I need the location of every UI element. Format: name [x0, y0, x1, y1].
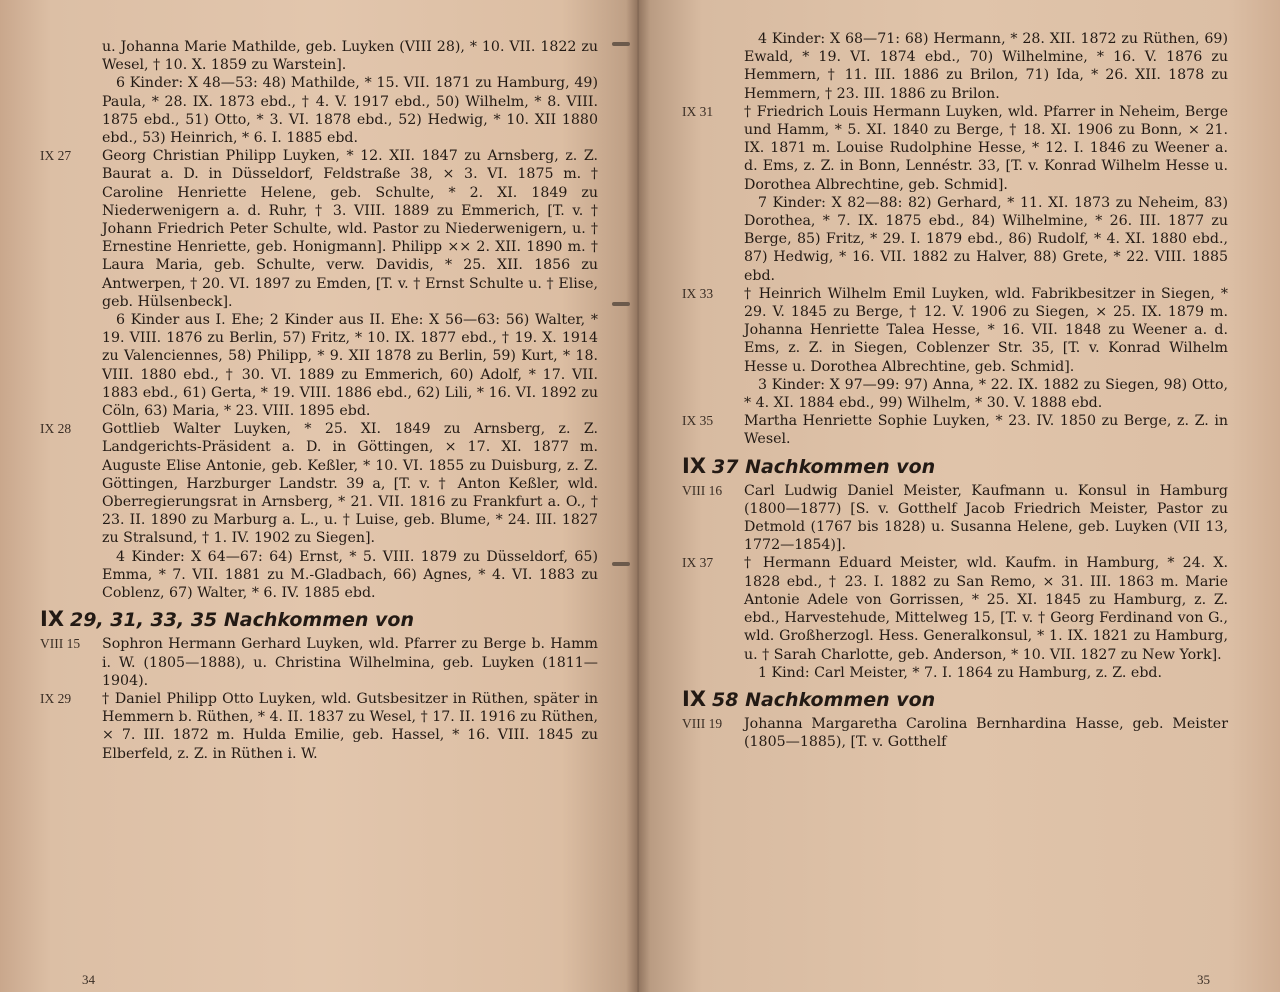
entry-text: 1 Kind: Carl Meister, * 7. I. 1864 zu Hamburg, z. Z. ebd. — [758, 664, 1162, 681]
left-entries-2 — [40, 635, 598, 762]
entry-number: IX 33 — [682, 285, 714, 301]
entry-text: 6 Kinder aus I. Ehe; 2 Kinder aus II. Ehe: X 56—63: 56) Walter, * 19. VIII. 1876 zu Berlin, 57) Fritz, * 10. IX. 1877 ebd., † 19. X. 1914 zu Valenciennes, 58) Philipp, * 9. XII 1878 zu Berlin, 59) Kurt, * 18. VIII. 1880 ebd., † 30. VI. 1889 zu Emmerich, 60) Adolf, * 17. VII. 1883 ebd., 61) Gerta, * 19. VIII. 1886 ebd., 62) Lili, * 16. VI. 1892 zu Cöln, 63) Maria, * 23. VIII. 1895 ebd. — [102, 312, 598, 420]
page-number-left: 34 — [82, 972, 95, 987]
entry-number: IX 28 — [40, 421, 72, 437]
heading-generation: IX — [682, 453, 707, 478]
entry-text: 7 Kinder: X 82—88: 82) Gerhard, * 11. XI. 1873 zu Neheim, 83) Dorothea, * 7. IX. 1875 ebd., 84) Wilhelmine, * 26. III. 1877 zu Berge, 85) Fritz, * 29. I. 1879 ebd., 86) Rudolf, * 4. XI. 1880 ebd., 87) Hedwig, * 16. VII. 1882 zu Halver, 88) Grete, * 22. VIII. 1885 ebd. — [744, 194, 1228, 284]
entry-number: IX 35 — [682, 413, 714, 429]
genealogy-entry — [40, 420, 598, 547]
right-entries — [682, 30, 1228, 449]
page-number-right: 35 — [1197, 972, 1210, 987]
genealogy-entry — [40, 147, 598, 311]
genealogy-entry — [682, 103, 1228, 194]
heading-text: 29, 31, 33, 35 Nachkommen von — [70, 609, 415, 632]
entry-number: IX 37 — [682, 555, 714, 571]
entry-text: u. Johanna Marie Mathilde, geb. Luyken (VIII 28), * 10. VII. 1822 zu Wesel, † 10. X. 1859 zu Warstein]. — [102, 39, 598, 74]
entry-text: 4 Kinder: X 68—71: 68) Hermann, * 28. XII. 1872 zu Rüthen, 69) Ewald, * 19. VI. 1874 ebd., 70) Wilhelmine, * 16. V. 1876 zu Hemmern, † 11. III. 1886 zu Brilon, 71) Ida, * 26. XII. 1878 zu Hemmern, † 23. III. 1886 zu Brilon. — [744, 31, 1228, 102]
entry-text: Martha Henriette Sophie Luyken, * 23. IV. 1850 zu Berge, z. Z. in Wesel. — [744, 413, 1228, 448]
entry-text: † Hermann Eduard Meister, wld. Kaufm. in Hamburg, * 24. X. 1828 ebd., † 23. I. 1882 zu San Remo, × 31. III. 1863 m. Marie Antonie Adele von Gorrissen, * 25. XI. 1845 zu Hamburg, z. Z. ebd., Harvestehude, Mittelweg 15, [T. v. † Georg Ferdinand von G., wld. Großherzogl. Hess. Generalkonsul, * 1. IX. 1821 zu Hamburg, u. † Sarah Charlotte, geb. Anderson, * 10. VII. 1827 zu New York]. — [744, 555, 1228, 663]
right-entries-2 — [682, 482, 1228, 682]
entry-number: IX 31 — [682, 103, 714, 119]
genealogy-entry — [682, 412, 1228, 448]
genealogy-entry — [682, 30, 1228, 103]
right-entries-3 — [682, 715, 1228, 751]
genealogy-entry — [40, 635, 598, 690]
heading-generation: IX — [682, 686, 707, 711]
entry-number: VIII 16 — [682, 482, 723, 498]
genealogy-entry — [682, 285, 1228, 376]
genealogy-entry — [40, 690, 598, 763]
left-entries — [40, 38, 598, 602]
genealogy-entry — [682, 664, 1228, 682]
entry-text: † Daniel Philipp Otto Luyken, wld. Gutsbesitzer in Rüthen, später in Hemmern b. Rüthen, * 4. II. 1837 zu Wesel, † 17. II. 1916 zu Rüthen, × 7. III. 1872 m. Hulda Emilie, geb. Hassel, * 16. VIII. 1845 zu Elberfeld, z. Z. in Rüthen i. W. — [102, 690, 598, 762]
heading-text: 37 Nachkommen von — [712, 455, 936, 478]
genealogy-entry — [40, 38, 598, 74]
heading-text: 58 Nachkommen von — [712, 688, 936, 711]
genealogy-entry — [40, 548, 598, 603]
genealogy-entry — [40, 311, 598, 420]
genealogy-entry — [682, 194, 1228, 285]
entry-text: 4 Kinder: X 64—67: 64) Ernst, * 5. VIII. 1879 zu Düsseldorf, 65) Emma, * 7. VII. 1881 zu M.-Gladbach, 66) Agnes, * 4. VI. 1883 zu Coblenz, 67) Walter, * 6. IV. 1885 ebd. — [102, 548, 598, 602]
entry-text: Johanna Margaretha Carolina Bernhardina Hasse, geb. Meister (1805—1885), [T. v. Gotthelf — [744, 715, 1228, 751]
right-page — [638, 0, 1280, 992]
entry-text: 3 Kinder: X 97—99: 97) Anna, * 22. IX. 1882 zu Siegen, 98) Otto, * 4. XI. 1884 ebd., 99) Wilhelm, * 30. V. 1888 ebd. — [744, 376, 1228, 412]
heading-generation: IX — [40, 607, 65, 632]
entry-number: IX 29 — [40, 690, 72, 706]
entry-number: VIII 15 — [40, 636, 81, 652]
entry-text: Sophron Hermann Gerhard Luyken, wld. Pfarrer zu Berge b. Hamm i. W. (1805—1888), u. Christina Wilhelmina, geb. Luyken (1811—1904). — [102, 636, 598, 689]
genealogy-entry — [682, 554, 1228, 663]
entry-text: Gottlieb Walter Luyken, * 25. XI. 1849 zu Arnsberg, z. Z. Landgerichts-Präsident a. D. in Göttingen, × 17. XI. 1877 m. Auguste Elise Antonie, geb. Keßler, * 10. VI. 1855 zu Duisburg, z. Z. Göttingen, Harzburger Landstr. 39 a, [T. v. † Anton Keßler, wld. Oberregierungsrat in Arnsberg, * 21. VII. 1816 zu Frankfurt a. O., † 23. II. 1890 zu Marburg a. L., u. † Luise, geb. Blume, * 24. III. 1827 zu Stralsund, † 1. IV. 1902 zu Siegen]. — [102, 421, 598, 547]
binding-stitch — [612, 42, 630, 46]
entry-text: † Heinrich Wilhelm Emil Luyken, wld. Fabrikbesitzer in Siegen, * 29. V. 1845 zu Berge, † 12. V. 1906 zu Siegen, × 25. IX. 1879 m. Johanna Henriette Talea Hesse, * 16. VII. 1848 zu Weener a. d. Ems, z. Z. in Siegen, Coblenzer Str. 35, [T. v. Konrad Wilhelm Hesse u. Dorothea Albrechtine, geb. Schmid]. — [744, 285, 1228, 375]
section-heading-right — [682, 453, 1228, 480]
section-heading-left — [40, 606, 598, 633]
genealogy-entry — [682, 715, 1228, 751]
section-heading-right-2 — [682, 686, 1228, 713]
genealogy-entry — [682, 376, 1228, 412]
entry-text: † Friedrich Louis Hermann Luyken, wld. Pfarrer in Neheim, Berge und Hamm, * 5. XI. 1840 zu Berge, † 18. XI. 1906 zu Bonn, × 21. IX. 1871 m. Louise Rudolphine Hesse, * 12. I. 1846 zu Weener a. d. Ems, z. Z. in Bonn, Lennéstr. 33, [T. v. Konrad Wilhelm Hesse u. Dorothea Albrechtine, geb. Schmid]. — [744, 103, 1228, 193]
genealogy-entry — [682, 482, 1228, 555]
binding-stitch — [612, 562, 630, 566]
entry-text: Carl Ludwig Daniel Meister, Kaufmann u. Konsul in Hamburg (1800—1877) [S. v. Gotthelf Jacob Friedrich Meister, Pastor zu Detmold (1767 bis 1828) u. Susanna Helene, geb. Luyken (VII 13, 1772—1854)]. — [744, 482, 1228, 554]
left-page — [0, 0, 638, 992]
genealogy-entry — [40, 74, 598, 147]
entry-number: VIII 19 — [682, 715, 723, 731]
entry-text: 6 Kinder: X 48—53: 48) Mathilde, * 15. VII. 1871 zu Hamburg, 49) Paula, * 28. IX. 1873 ebd., † 4. V. 1917 ebd., 50) Wilhelm, * 8. VIII. 1875 ebd., 51) Otto, * 3. VI. 1878 ebd., 52) Hedwig, * 10. XII 1880 ebd., 53) Heinrich, * 6. I. 1885 ebd. — [102, 75, 598, 147]
entry-text: Georg Christian Philipp Luyken, * 12. XII. 1847 zu Arnsberg, z. Z. Baurat a. D. in Düsseldorf, Feldstraße 38, × 3. VI. 1875 m. † Caroline Henriette Helene, geb. Schulte, * 2. XI. 1849 zu Niederwenigern a. d. Ruhr, † 3. VIII. 1889 zu Emmerich, [T. v. † Johann Friedrich Peter Schulte, wld. Pastor zu Niederwenigern, u. † Ernestine Henriette, geb. Honigmann]. Philipp ×× 2. XII. 1890 m. † Laura Maria, geb. Schulte, verw. Davidis, * 25. XII. 1856 zu Antwerpen, † 20. VI. 1897 zu Emden, [T. v. † Ernst Schulte u. † Elise, geb. Hülsenbeck]. — [102, 148, 598, 310]
binding-stitch — [612, 302, 630, 306]
entry-number: IX 27 — [40, 148, 72, 164]
